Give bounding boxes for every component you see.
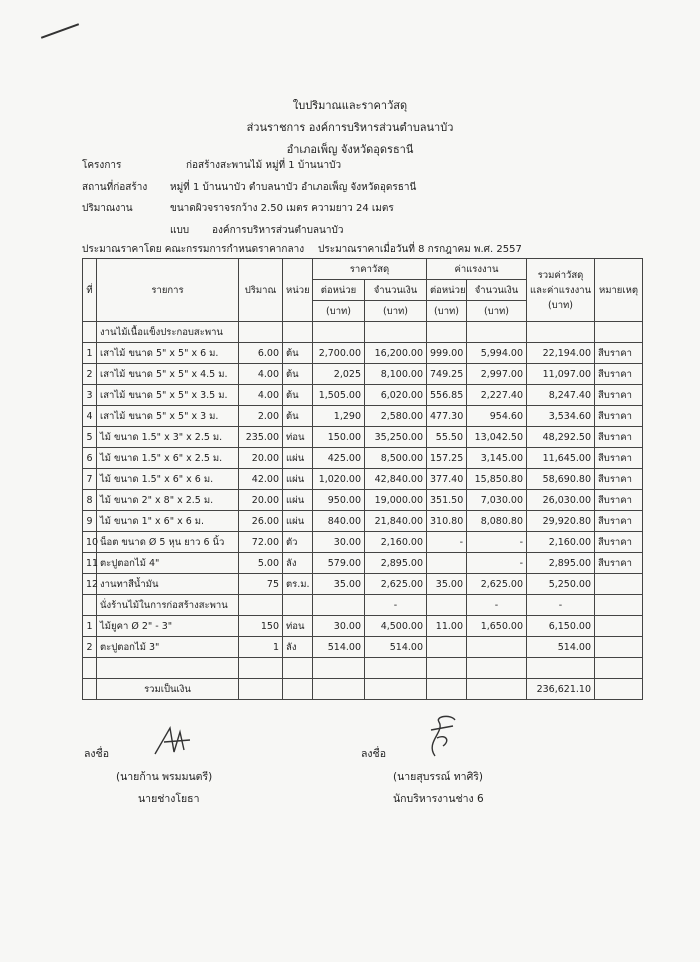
cell-l-amt: 954.60 [467,406,527,427]
cell-total: 3,534.60 [527,406,595,427]
cell-total: 514.00 [527,637,595,658]
section2-labor-amount: - [467,595,527,616]
cell-item: ไม้ ขนาด 1.5" x 3" x 2.5 ม. [97,427,239,448]
cell-l-unit: 35.00 [427,574,467,595]
cell-l-amt: 5,994.00 [467,343,527,364]
quantity-label: ปริมาณงาน [82,203,133,214]
header-material-unit: ต่อหน่วย [313,280,365,301]
right-signer-name: (นายสุบรรณ์ ทาศิริ) [393,771,483,783]
cell-no: 10 [83,532,97,553]
cell-no: 2 [83,637,97,658]
cell-m-unit: 1,290 [313,406,365,427]
right-signer-title: นักบริหารงานช่าง 6 [393,793,484,805]
cell-m-amt: 2,580.00 [365,406,427,427]
cell-m-unit: 1,020.00 [313,469,365,490]
cell-m-amt: 514.00 [365,637,427,658]
cell-remark: สีบราคา [595,490,643,511]
cell-m-amt: 42,840.00 [365,469,427,490]
district-line: อำเภอเพ็ญ จังหวัดอุดรธานี [286,143,414,156]
cell-total: 2,895.00 [527,553,595,574]
cell-total: 26,030.00 [527,490,595,511]
cell-item: ไม้ยูคา Ø 2" - 3" [97,616,239,637]
cell-m-unit: 514.00 [313,637,365,658]
cell-m-unit: 35.00 [313,574,365,595]
cell-total: 58,690.80 [527,469,595,490]
cell-m-amt: 2,160.00 [365,532,427,553]
cell-l-unit: 999.00 [427,343,467,364]
section2-material-amount: - [365,595,427,616]
blank-row [83,658,643,679]
left-signer-name: (นายก้าน พรมมนตรี) [116,771,213,783]
cell-unit: ตร.ม. [283,574,313,595]
cell-unit: แผ่น [283,469,313,490]
header-total-line1: รวมค่าวัสดุ [537,269,584,281]
header-material-amount: จำนวนเงิน [365,280,427,301]
cell-no: 1 [83,343,97,364]
cell-l-unit: 55.50 [427,427,467,448]
cell-remark: สีบราคา [595,448,643,469]
cell-m-amt: 21,840.00 [365,511,427,532]
pen-mark [41,23,79,39]
cell-no: 4 [83,406,97,427]
quantity-value: ขนาดผิวจราจรกว้าง 2.50 เมตร ความยาว 24 เมตร [170,203,394,214]
section1-body [83,322,643,595]
cell-unit: ต้น [283,406,313,427]
cell-no: 11 [83,553,97,574]
header-labor-amount: จำนวนเงิน [467,280,527,301]
cell-l-unit: 556.85 [427,385,467,406]
cell-qty: 72.00 [239,532,283,553]
section2-body [83,595,643,658]
table-row [83,385,643,406]
cell-m-unit: 579.00 [313,553,365,574]
cell-remark: สีบราคา [595,427,643,448]
cell-total: 2,160.00 [527,532,595,553]
cell-no: 2 [83,364,97,385]
cell-total: 6,150.00 [527,616,595,637]
cell-remark: สีบราคา [595,469,643,490]
grand-total: 236,621.10 [527,679,595,700]
cell-l-amt: - [467,553,527,574]
cell-remark: สีบราคา [595,553,643,574]
table-row [83,532,643,553]
cell-no: 3 [83,385,97,406]
cell-m-amt: 6,020.00 [365,385,427,406]
cell-qty: 4.00 [239,364,283,385]
table-row [83,616,643,637]
cell-m-unit: 30.00 [313,616,365,637]
cell-item: น็อต ขนาด Ø 5 หุน ยาว 6 นิ้ว [97,532,239,553]
left-signer-title: นายช่างโยธา [138,793,200,805]
cell-no: 6 [83,448,97,469]
cell-total: 29,920.80 [527,511,595,532]
cell-l-unit: 157.25 [427,448,467,469]
table-row [83,490,643,511]
cell-unit: ท่อน [283,616,313,637]
cell-remark [595,616,643,637]
cell-m-amt: 19,000.00 [365,490,427,511]
cell-m-unit: 2,025 [313,364,365,385]
cell-l-unit: 310.80 [427,511,467,532]
table-footer [83,658,643,700]
cell-m-unit: 1,505.00 [313,385,365,406]
header-labor: ค่าแรงงาน [427,259,527,280]
cell-remark: สีบราคา [595,385,643,406]
cell-unit: ลัง [283,637,313,658]
cell-l-amt: 7,030.00 [467,490,527,511]
cell-qty: 20.00 [239,490,283,511]
cell-l-unit: 477.30 [427,406,467,427]
plan-value: องค์การบริหารส่วนตำบลนาบัว [212,225,344,236]
table-row [83,406,643,427]
project-value: ก่อสร้างสะพานไม้ หมู่ที่ 1 บ้านนาบัว [186,160,342,171]
cell-total: 8,247.40 [527,385,595,406]
cell-m-unit: 30.00 [313,532,365,553]
cell-qty: 5.00 [239,553,283,574]
cell-remark: สีบราคา [595,343,643,364]
cell-l-amt: 15,850.80 [467,469,527,490]
cell-item: งานทาสีน้ำมัน [97,574,239,595]
cell-l-amt: 13,042.50 [467,427,527,448]
cell-total: 11,645.00 [527,448,595,469]
cell-item: เสาไม้ ขนาด 5" x 5" x 3.5 ม. [97,385,239,406]
header-total-baht: (บาท) [547,299,574,311]
cell-unit: ท่อน [283,427,313,448]
cell-item: เสาไม้ ขนาด 5" x 5" x 6 ม. [97,343,239,364]
cell-l-amt: 3,145.00 [467,448,527,469]
section-row [83,322,643,343]
cell-m-unit: 2,700.00 [313,343,365,364]
table-row [83,448,643,469]
cell-m-unit: 950.00 [313,490,365,511]
cell-unit: แผ่น [283,511,313,532]
cell-unit: แผ่น [283,448,313,469]
table-row [83,637,643,658]
table-row [83,511,643,532]
cell-l-amt: - [467,532,527,553]
cell-l-unit: 11.00 [427,616,467,637]
cell-item: ไม้ ขนาด 2" x 8" x 2.5 ม. [97,490,239,511]
cell-no: 9 [83,511,97,532]
estimator-line: ประมาณราคาโดย คณะกรรมการกำหนดราคากลาง [82,244,305,255]
section2-title: นั่งร้านไม้ในการก่อสร้างสะพาน [97,595,239,616]
cell-total: 5,250.00 [527,574,595,595]
cell-m-unit: 425.00 [313,448,365,469]
cell-item: ตะปูตอกไม้ 3" [97,637,239,658]
cell-l-unit: 377.40 [427,469,467,490]
header-baht: (บาท) [365,301,427,322]
cell-remark: สีบราคา [595,364,643,385]
cell-l-amt: 2,625.00 [467,574,527,595]
cell-m-amt: 4,500.00 [365,616,427,637]
cell-m-amt: 8,500.00 [365,448,427,469]
header-baht: (บาท) [313,301,365,322]
cell-total: 22,194.00 [527,343,595,364]
header-material: ราคาวัสดุ [313,259,427,280]
cell-unit: ตัว [283,532,313,553]
cell-item: เสาไม้ ขนาด 5" x 5" x 3 ม. [97,406,239,427]
site-value: หมู่ที่ 1 บ้านนาบัว ตำบลนาบัว อำเภอเพ็ญ จังหวัดอุดรธานี [170,182,417,193]
cell-remark: สีบราคา [595,406,643,427]
total-label: รวมเป็นเงิน [97,679,239,700]
cell-l-amt: 2,997.00 [467,364,527,385]
cell-remark [595,574,643,595]
estimate-date: ประมาณราคาเมื่อวันที่ 8 กรกฎาคม พ.ศ. 2557 [318,244,522,255]
cell-m-unit: 840.00 [313,511,365,532]
cell-item: ไม้ ขนาด 1" x 6" x 6 ม. [97,511,239,532]
header-item: รายการ [97,259,239,322]
cell-l-unit [427,637,467,658]
cell-qty: 42.00 [239,469,283,490]
cell-qty: 75 [239,574,283,595]
cell-unit: ลัง [283,553,313,574]
table-row [83,427,643,448]
cell-l-unit: 749.25 [427,364,467,385]
cell-unit: ต้น [283,343,313,364]
table-row [83,343,643,364]
cell-qty: 26.00 [239,511,283,532]
cell-qty: 235.00 [239,427,283,448]
cell-total: 48,292.50 [527,427,595,448]
cell-l-amt: 8,080.80 [467,511,527,532]
cell-item: ไม้ ขนาด 1.5" x 6" x 2.5 ม. [97,448,239,469]
agency-line: ส่วนราชการ องค์การบริหารส่วนตำบลนาบัว [246,121,454,134]
right-sign-label: ลงชื่อ [361,748,386,760]
cell-m-amt: 2,895.00 [365,553,427,574]
cell-remark [595,637,643,658]
header-no: ที่ [83,259,97,322]
cell-item: ตะปูตอกไม้ 4" [97,553,239,574]
table-row [83,469,643,490]
left-sign-label: ลงชื่อ [84,748,109,760]
cell-l-amt: 1,650.00 [467,616,527,637]
cell-no: 1 [83,616,97,637]
cell-qty: 2.00 [239,406,283,427]
cell-m-amt: 35,250.00 [365,427,427,448]
cell-m-unit: 150.00 [313,427,365,448]
header-qty: ปริมาณ [239,259,283,322]
cell-m-amt: 8,100.00 [365,364,427,385]
header-unit: หน่วย [283,259,313,322]
cell-qty: 4.00 [239,385,283,406]
document-title: ใบปริมาณและราคาวัสดุ [292,99,408,112]
table-row [83,364,643,385]
cell-qty: 6.00 [239,343,283,364]
cell-item: ไม้ ขนาด 1.5" x 6" x 6 ม. [97,469,239,490]
cell-item: เสาไม้ ขนาด 5" x 5" x 4.5 ม. [97,364,239,385]
section-row [83,595,643,616]
cell-l-unit: - [427,532,467,553]
cell-no: 12 [83,574,97,595]
header-baht: (บาท) [427,301,467,322]
section2-total: - [527,595,595,616]
cell-l-amt [467,637,527,658]
cell-l-unit [427,553,467,574]
cell-remark: สีบราคา [595,511,643,532]
header-labor-unit: ต่อหน่วย [427,280,467,301]
header-total-line2: และค่าแรงงาน [530,284,592,296]
total-row [83,679,643,700]
cell-no: 5 [83,427,97,448]
cell-m-amt: 2,625.00 [365,574,427,595]
cell-l-amt: 2,227.40 [467,385,527,406]
cell-no: 7 [83,469,97,490]
section1-title: งานไม้เนื้อแข็งประกอบสะพาน [97,322,239,343]
cell-no: 8 [83,490,97,511]
cell-total: 11,097.00 [527,364,595,385]
cell-l-unit: 351.50 [427,490,467,511]
project-label: โครงการ [82,160,122,171]
cell-qty: 150 [239,616,283,637]
cell-unit: ต้น [283,385,313,406]
header-baht: (บาท) [467,301,527,322]
table-row [83,574,643,595]
cell-remark: สีบราคา [595,532,643,553]
cell-unit: ต้น [283,364,313,385]
right-signature [415,712,465,762]
cell-qty: 20.00 [239,448,283,469]
cell-qty: 1 [239,637,283,658]
site-label: สถานที่ก่อสร้าง [82,182,148,193]
cell-unit: แผ่น [283,490,313,511]
header-remark: หมายเหตุ [595,259,643,322]
table-row [83,553,643,574]
header-total [527,259,595,322]
left-signature [150,722,200,762]
plan-label: แบบ [170,225,190,236]
cell-m-amt: 16,200.00 [365,343,427,364]
bill-of-quantities-table [82,258,643,700]
